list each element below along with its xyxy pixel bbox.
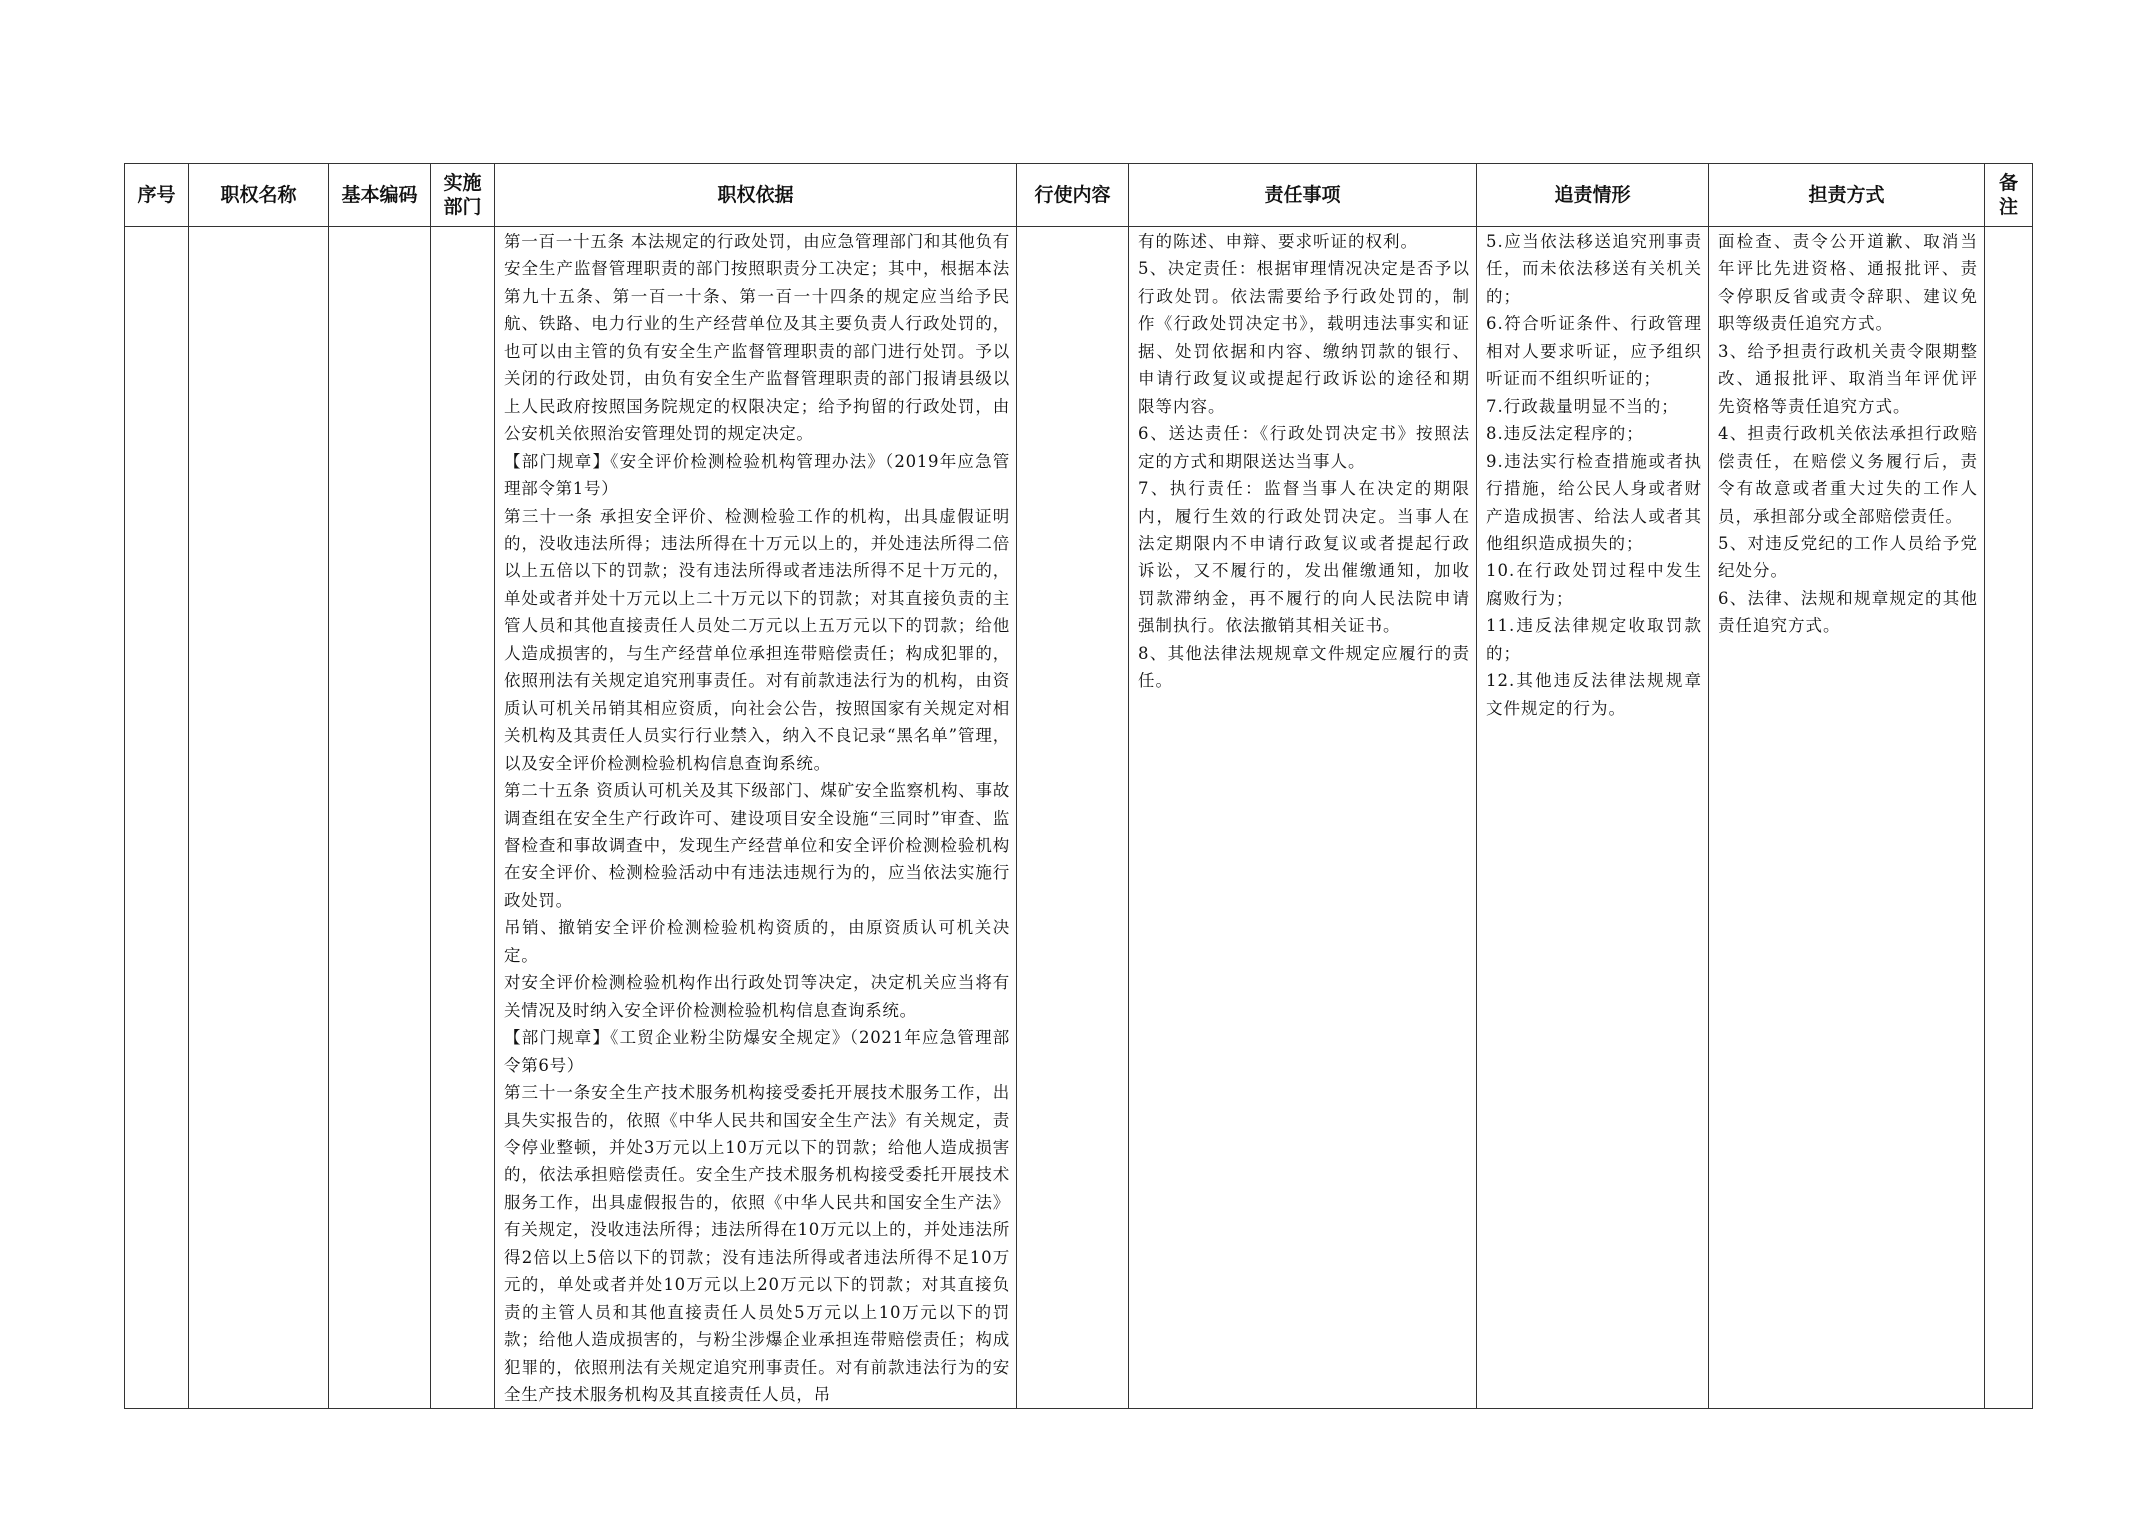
- cell-name: [189, 227, 329, 1409]
- accountability-paragraph: 9.违法实行检查措施或者执行措施，给公民人身或者财产造成损害、给法人或者其他组织造成损失的；: [1486, 451, 1702, 553]
- accountability-paragraph: 8.违反法定程序的；: [1486, 424, 1644, 444]
- basis-paragraph: 对安全评价检测检验机构作出行政处罚等决定，决定机关应当将有关情况及时纳入安全评价检测检验机构信息查询系统。: [504, 973, 1010, 1020]
- accountability-paragraph: 12.其他违反法律法规规章文件规定的行为。: [1486, 671, 1702, 718]
- basis-text: [495, 227, 1016, 1408]
- col-header-dept: 实施部门: [431, 164, 495, 227]
- basis-paragraph: 第二十五条 资质认可机关及其下级部门、煤矿安全监察机构、事故调查组在安全生产行政许可、建设项目安全设施“三同时”审查、监督检查和事故调查中，发现生产经营单位和安全评价检测检验机构在安全评价、检测检验活动中有违法违规行为的，应当依法实施行政处罚。: [504, 781, 1010, 910]
- duty-paragraph: 有的陈述、申辩、要求听证的权利。: [1138, 232, 1418, 251]
- method-paragraph: 4、担责行政机关依法承担行政赔偿责任，在赔偿义务履行后，责令有故意或者重大过失的工作人员，承担部分或全部赔偿责任。: [1718, 424, 1978, 526]
- duty-paragraph: 8、其他法律法规规章文件规定应履行的责任。: [1138, 643, 1470, 691]
- accountability-paragraph: 6.符合听证条件、行政管理相对人要求听证，应予组织听证而不组织听证的；: [1486, 314, 1702, 389]
- cell-accountability: [1477, 227, 1709, 1409]
- basis-paragraph: 吊销、撤销安全评价检测检验机构资质的，由原资质认可机关决定。: [504, 918, 1010, 965]
- col-header-accountability: 追责情形: [1477, 164, 1709, 227]
- accountability-paragraph: 11.违反法律规定收取罚款的；: [1486, 616, 1702, 663]
- cell-dept: [431, 227, 495, 1409]
- duty-paragraph: 7、执行责任：监督当事人在决定的期限内，履行生效的行政处罚决定。当事人在法定期限内不申请行政复议或者提起行政诉讼，又不履行的，发出催缴通知，加收罚款滞纳金，再不履行的向人民法院申请强制执行。依法撤销其相关证书。: [1138, 479, 1470, 636]
- cell-code: [329, 227, 431, 1409]
- col-header-seq: 序号: [125, 164, 189, 227]
- table-row: [125, 227, 2033, 1409]
- basis-paragraph: 【部门规章】《安全评价检测检验机构管理办法》（2019年应急管理部令第1号）: [504, 451, 1010, 499]
- method-paragraph: 面检查、责令公开道歉、取消当年评比先进资格、通报批评、责令停职反省或责令辞职、建议免职等级责任追究方式。: [1718, 232, 1978, 334]
- method-paragraph: 5、对违反党纪的工作人员给予党纪处分。: [1718, 533, 1978, 581]
- method-text: [1709, 227, 1984, 640]
- col-header-code: 基本编码: [329, 164, 431, 227]
- duty-paragraph: 5、决定责任：根据审理情况决定是否予以行政处罚。依法需要给予行政处罚的，制作《行政处罚决定书》，载明违法事实和证据、处罚依据和内容、缴纳罚款的银行、申请行政复议或提起行政诉讼的途径和期限等内容。: [1138, 259, 1470, 416]
- duty-paragraph: 6、送达责任：《行政处罚决定书》按照法定的方式和期限送达当事人。: [1138, 424, 1470, 471]
- basis-paragraph: 第一百一十五条 本法规定的行政处罚，由应急管理部门和其他负有安全生产监督管理职责的部门按照职责分工决定；其中，根据本法第九十五条、第一百一十条、第一百一十四条的规定应当给予民航、铁路、电力行业的生产经营单位及其主要负责人行政处罚的，也可以由主管的负有安全生产监督管理职责的部门进行处罚。予以关闭的行政处罚，由负有安全生产监督管理职责的部门报请县级以上人民政府按照国务院规定的权限决定；给予拘留的行政处罚，由公安机关依照治安管理处罚的规定决定。: [504, 232, 1010, 444]
- method-paragraph: 6、法律、法规和规章规定的其他责任追究方式。: [1718, 588, 1978, 636]
- col-header-name: 职权名称: [189, 164, 329, 227]
- authority-table: [124, 163, 2033, 1409]
- accountability-paragraph: 10.在行政处罚过程中发生腐败行为；: [1486, 561, 1702, 608]
- col-header-duty: 责任事项: [1129, 164, 1477, 227]
- col-header-method: 担责方式: [1709, 164, 1985, 227]
- accountability-paragraph: 7.行政裁量明显不当的；: [1486, 396, 1679, 416]
- cell-remark: [1985, 227, 2033, 1409]
- basis-paragraph: 第三十一条 承担安全评价、检测检验工作的机构，出具虚假证明的，没收违法所得；违法所得在十万元以上的，并处违法所得二倍以上五倍以下的罚款；没有违法所得或者违法所得不足十万元的，单处或者并处十万元以上二十万元以下的罚款；对其直接负责的主管人员和其他直接责任人员处二万元以上五万元以下的罚款；给他人造成损害的，与生产经营单位承担连带赔偿责任；构成犯罪的，依照刑法有关规定追究刑事责任。对有前款违法行为的机构，由资质认可机关吊销其相应资质，向社会公告，按照国家有关规定对相关机构及其责任人员实行行业禁入，纳入不良记录“黑名单”管理，以及安全评价检测检验机构信息查询系统。: [504, 506, 1010, 773]
- col-header-remark: 备注: [1985, 164, 2033, 227]
- accountability-paragraph: 5.应当依法移送追究刑事责任，而未依法移送有关机关的；: [1486, 232, 1702, 306]
- header-row: [125, 164, 2033, 227]
- basis-paragraph: 【部门规章】《工贸企业粉尘防爆安全规定》（2021年应急管理部令第6号）: [504, 1028, 1010, 1075]
- col-header-content: 行使内容: [1017, 164, 1129, 227]
- duty-text: [1129, 227, 1476, 695]
- basis-paragraph: 第三十一条安全生产技术服务机构接受委托开展技术服务工作，出具失实报告的，依照《中华人民共和国安全生产法》有关规定，责令停业整顿，并处3万元以上10万元以下的罚款；给他人造成损害的，依法承担赔偿责任。安全生产技术服务机构接受委托开展技术服务工作，出具虚假报告的，依照《中华人民共和国安全生产法》有关规定，没收违法所得；违法所得在10万元以上的，并处违法所得2倍以上5倍以下的罚款；没有违法所得或者违法所得不足10万元的，单处或者并处10万元以上20万元以下的罚款；对其直接负责的主管人员和其他直接责任人员处5万元以上10万元以下的罚款；给他人造成损害的，与粉尘涉爆企业承担连带赔偿责任；构成犯罪的，依照刑法有关规定追究刑事责任。对有前款违法行为的安全生产技术服务机构及其直接责任人员，吊: [504, 1083, 1010, 1405]
- cell-basis: [495, 227, 1017, 1409]
- col-header-basis: 职权依据: [495, 164, 1017, 227]
- cell-seq: [125, 227, 189, 1409]
- method-paragraph: 3、给予担责行政机关责令限期整改、通报批评、取消当年评优评先资格等责任追究方式。: [1718, 341, 1978, 416]
- accountability-text: [1477, 227, 1708, 722]
- cell-method: [1709, 227, 1985, 1409]
- cell-duty: [1129, 227, 1477, 1409]
- cell-content: [1017, 227, 1129, 1409]
